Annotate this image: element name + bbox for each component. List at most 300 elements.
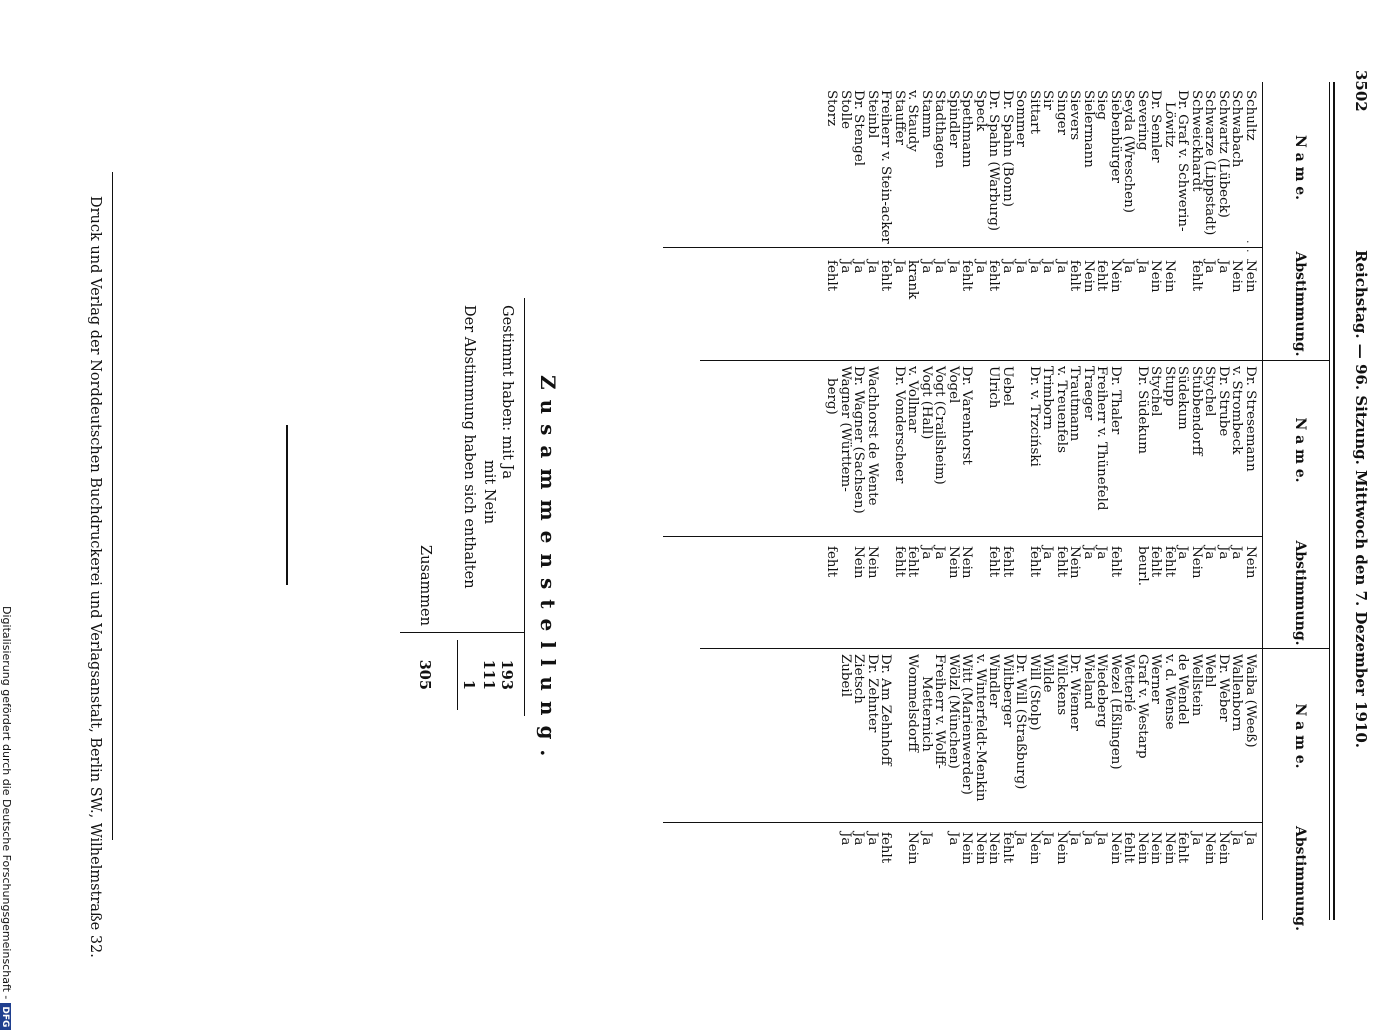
member-vote: Ja [1040, 832, 1056, 846]
member-vote: Nein [1229, 260, 1245, 293]
member-vote: fehlt [824, 260, 840, 292]
member-name: Wiedeberg [1094, 654, 1110, 728]
member-name: Stauffer [892, 90, 907, 146]
table-row [933, 90, 947, 350]
member-vote: fehlt [892, 546, 907, 578]
table-row [987, 654, 1001, 944]
table-row [1122, 90, 1136, 350]
member-vote: Ja [1243, 832, 1258, 846]
table-row [1055, 90, 1069, 350]
member-name: v. Vollmar [905, 366, 921, 433]
col2-vote-heading: Abstimmung. [1292, 540, 1308, 646]
member-vote: Nein [1108, 260, 1123, 293]
member-name: Dr. Graf v. Schwerin- [1175, 90, 1191, 232]
summary-title: Zusammenstellung. [536, 375, 560, 767]
member-vote: Nein [973, 832, 988, 865]
table-row [893, 366, 907, 641]
member-name: Dr. Weber [1216, 654, 1231, 722]
member-name: Freiherr v. Wolff- [932, 654, 948, 769]
member-name: Dr. Strube [1216, 366, 1231, 437]
member-name: v. Strombeck [1229, 366, 1245, 455]
table-row [1095, 654, 1109, 944]
member-name: Südekum [1175, 366, 1191, 430]
member-name: Sittart [1027, 90, 1042, 134]
table-row [1014, 654, 1028, 944]
member-name: Steinbl [865, 90, 880, 139]
member-vote: Nein [1135, 832, 1150, 865]
table-row [1217, 366, 1231, 641]
member-vote: fehlt [878, 260, 894, 292]
member-vote: Ja [1000, 260, 1015, 274]
member-name: Sielermann [1081, 90, 1096, 168]
member-name: Spethmann [959, 90, 975, 168]
member-name: Dr. Spahn (Bonn) [1000, 90, 1015, 208]
table-row [1055, 366, 1069, 641]
table-row [1109, 90, 1123, 350]
member-vote: Ja [919, 260, 934, 274]
member-name: Wagner (Württem- [838, 366, 853, 492]
member-vote: Ja [1040, 260, 1056, 274]
member-name: Wetterlé [1121, 654, 1137, 712]
table-row [1190, 654, 1204, 944]
table-row [866, 90, 880, 350]
member-vote: Ja [892, 260, 907, 274]
table-row [947, 90, 961, 350]
member-name: Wieland [1081, 654, 1096, 710]
table-row [1163, 366, 1177, 641]
table-row [1041, 366, 1055, 641]
member-name: Wilckens [1054, 654, 1069, 716]
table-row [1230, 366, 1244, 641]
table-row [1082, 90, 1096, 350]
table-row [852, 366, 866, 641]
member-vote: Nein [1243, 546, 1258, 579]
table-row [920, 90, 934, 350]
dfg-logo-icon: DFG [0, 1003, 11, 1030]
member-name: Schwabach [1229, 90, 1245, 168]
member-name: Ulrich [986, 366, 1002, 409]
member-vote: fehlt [1189, 260, 1204, 292]
member-name: Dr. Wiemer [1067, 654, 1083, 731]
member-name: Stamm [919, 90, 934, 138]
col1-name-heading: N a m e. [1292, 134, 1308, 201]
table-row [960, 90, 974, 350]
member-name: Dr. Semler [1148, 90, 1164, 163]
table-row [1068, 90, 1082, 350]
separator-rule [287, 425, 289, 585]
member-vote: fehlt [1162, 546, 1177, 578]
table-row [1041, 654, 1055, 944]
member-name: Vogt (Crailsheim) [932, 366, 948, 485]
table-row [1082, 654, 1096, 944]
member-vote: Ja [946, 832, 961, 846]
member-name: Wezel (Eßlingen) [1108, 654, 1123, 770]
member-vote: Ja [1121, 260, 1137, 274]
page-number: 3502 [1352, 70, 1370, 112]
member-vote: Nein [959, 546, 975, 579]
summary-line-yes: Gestimmt haben: mit Ja [499, 305, 515, 479]
member-vote: fehlt [1175, 832, 1191, 864]
member-vote: Ja [1081, 546, 1096, 560]
member-name: Dr. v. Trzciński [1027, 366, 1042, 467]
member-vote: Nein [946, 546, 961, 579]
member-vote: fehlt [1000, 832, 1015, 864]
member-name: Wellstein [1189, 654, 1204, 717]
summary-value-yes: 193 [498, 659, 515, 690]
member-name: Schultz [1243, 90, 1258, 141]
table-row [1095, 366, 1109, 641]
member-vote: Ja [1013, 832, 1029, 846]
table-row-spacer [974, 366, 988, 641]
member-vote: krank [905, 260, 921, 300]
table-row [866, 654, 880, 944]
member-name: Wallenborn [1229, 654, 1245, 732]
member-vote: Ja [865, 260, 880, 274]
member-name: Sir [1040, 90, 1056, 110]
col1-list [825, 90, 1257, 350]
col1-col2-divider [700, 360, 1330, 361]
member-vote: Ja [1094, 832, 1110, 846]
member-vote: Nein [959, 832, 975, 865]
member-vote: Ja [1202, 260, 1218, 274]
member-name: Dr. Vonderscheer [892, 366, 907, 484]
col2-list [825, 366, 1257, 641]
table-row [1244, 366, 1258, 641]
member-name: Dr. Stresemann [1243, 366, 1258, 472]
summary-line-no: mit Nein [481, 460, 497, 525]
member-name: Schwarze (Lippstadt) [1202, 90, 1218, 236]
table-row [1149, 90, 1163, 350]
dfg-notice [0, 606, 13, 1030]
member-vote: Ja [1027, 260, 1042, 274]
member-name: Dr. Zehnter [865, 654, 880, 733]
table-row [1136, 654, 1150, 944]
leader-dots: . . . [1244, 240, 1257, 263]
member-vote: Ja [1229, 546, 1245, 560]
table-row [825, 366, 839, 641]
table-row-spacer [879, 366, 893, 641]
member-vote: Nein [865, 546, 880, 579]
member-vote: Nein [986, 832, 1002, 865]
table-row [1109, 654, 1123, 944]
col1-vote-heading: Abstimmung. [1292, 251, 1308, 357]
member-name: Wommelsdorff [905, 654, 921, 752]
table-row-spacer [893, 654, 907, 944]
table-row [1217, 90, 1231, 350]
col3-name-heading: N a m e. [1292, 703, 1308, 769]
col2-name-heading: N a m e. [1292, 417, 1308, 483]
running-title: Reichstag. — 96. Sitzung. Mittwoch den 7. Dezember 1910. [1352, 250, 1370, 749]
member-vote: Ja [865, 832, 880, 846]
table-row [1230, 654, 1244, 944]
table-row [825, 90, 839, 350]
member-vote: Nein [1148, 832, 1164, 865]
member-name: Dr. Stengel [851, 90, 867, 167]
table-row [920, 654, 934, 944]
table-row [906, 90, 920, 350]
member-vote: Ja [1054, 260, 1069, 274]
header-bottom-rule [1262, 82, 1263, 920]
printer-imprint: Druck und Verlag der Norddeutschen Buchdruckerei und Verlagsanstalt, Berlin SW., Wilhelmstraße 32. [87, 196, 103, 958]
table-row [1001, 366, 1015, 641]
member-name: Storz [824, 90, 840, 127]
member-name: Sommer [1013, 90, 1029, 147]
member-name: Stychel [1202, 366, 1218, 417]
table-row [1122, 654, 1136, 944]
table-row [1109, 366, 1123, 641]
table-row [1176, 654, 1190, 944]
member-vote: Ja [919, 546, 934, 560]
member-vote: fehlt [1000, 546, 1015, 578]
member-vote: Ja [946, 260, 961, 274]
member-name: de Wendel [1175, 654, 1191, 725]
table-row [1001, 654, 1015, 944]
table-row [1163, 654, 1177, 944]
table-row [839, 366, 853, 641]
member-name: Löwitz [1162, 102, 1177, 148]
col2-col3-divider [700, 648, 1330, 649]
member-vote: beurl. [1135, 546, 1150, 587]
member-vote: Nein [1162, 832, 1177, 865]
summary-line-abstain: Der Abstimmung haben sich enthalten [461, 305, 477, 589]
member-name: Zubeil [838, 654, 853, 697]
member-name: Stolle [838, 90, 853, 130]
table-row [879, 654, 893, 944]
member-vote: fehlt [1067, 260, 1083, 292]
member-vote: fehlt [1121, 832, 1137, 864]
member-vote: Nein [851, 546, 867, 579]
member-name: Trimborn [1040, 366, 1056, 430]
member-name: Wölzl (München) [946, 654, 961, 769]
member-vote: Ja [1040, 546, 1056, 560]
member-name: Speck [973, 90, 988, 132]
member-vote: fehlt [905, 546, 921, 578]
member-name: Dr. Will (Straßburg) [1013, 654, 1029, 790]
member-name: Traeger [1081, 366, 1096, 421]
member-name: Stadthagen [932, 90, 948, 169]
member-vote: Ja [973, 260, 988, 274]
member-name: Wehl [1202, 654, 1218, 688]
member-vote: fehlt [824, 546, 840, 578]
member-name: Windler [986, 654, 1002, 708]
member-name: Graf v. Westarp [1135, 654, 1150, 759]
member-vote: Ja [1081, 832, 1096, 846]
table-row [1149, 366, 1163, 641]
member-vote: Ja [932, 260, 948, 274]
member-name: Vogt (Hall) [919, 366, 934, 440]
table-row [1068, 654, 1082, 944]
table-row [906, 654, 920, 944]
member-vote: Ja [851, 832, 867, 846]
member-vote: fehlt [986, 260, 1002, 292]
member-name: Siebenbürger [1108, 90, 1123, 183]
member-name: Dr. Südekum [1135, 366, 1150, 454]
table-row [1136, 90, 1150, 350]
member-name: v. d. Wense [1162, 654, 1177, 730]
table-row [974, 654, 988, 944]
member-name: Dr. Wagner (Sachsen) [851, 366, 867, 514]
table-top-rule [1334, 82, 1336, 920]
member-vote: Nein [1202, 832, 1218, 865]
member-vote: Ja [1229, 832, 1245, 846]
member-vote: Ja [1135, 260, 1150, 274]
member-vote: Ja [932, 546, 948, 560]
table-row [1203, 654, 1217, 944]
member-name: Stupp [1162, 366, 1177, 407]
member-vote: Ja [919, 832, 934, 846]
member-vote: fehlt [1108, 546, 1123, 578]
member-vote: Ja [1216, 546, 1231, 560]
member-name: Werner [1148, 654, 1164, 704]
member-vote: Ja [838, 832, 853, 846]
member-name: v. Treuenfels [1054, 366, 1069, 453]
table-row [852, 654, 866, 944]
member-name: Stychel [1148, 366, 1164, 417]
table-row-spacer [1014, 366, 1028, 641]
member-name: Wilde [1040, 654, 1056, 693]
member-name: Trautmann [1067, 366, 1083, 442]
member-vote: Nein [1108, 832, 1123, 865]
table-row [1028, 654, 1042, 944]
table-row [960, 366, 974, 641]
member-name: Wachhorst de Wente [865, 366, 880, 506]
member-name: Stubbendorff [1189, 366, 1204, 456]
table-row [1176, 90, 1190, 350]
table-row [920, 366, 934, 641]
table-row [960, 654, 974, 944]
table-row [947, 654, 961, 944]
table-row [1230, 90, 1244, 350]
table-row [1203, 90, 1217, 350]
member-name: v. Winterfeldt-Menkin [973, 654, 988, 802]
member-vote: Ja [838, 260, 853, 274]
table-row [852, 90, 866, 350]
summary-value-divider [400, 632, 525, 633]
member-vote: Nein [1216, 832, 1231, 865]
member-vote: Ja [851, 260, 867, 274]
table-row [1149, 654, 1163, 944]
table-row [866, 366, 880, 641]
member-vote: Nein [1067, 546, 1083, 579]
member-name: Singer [1054, 90, 1069, 135]
table-row [1176, 366, 1190, 641]
member-vote: Nein [1027, 832, 1042, 865]
table-row [1163, 90, 1177, 350]
member-vote: Ja [1094, 546, 1110, 560]
table-row [893, 90, 907, 350]
summary-total-label: Zusammen [417, 545, 433, 626]
member-name: Dr. Thaler [1108, 366, 1123, 435]
member-name: Waiba (Weeß) [1243, 654, 1258, 748]
table-row [987, 90, 1001, 350]
member-name: Metternich [919, 676, 934, 752]
member-name: Dr. Am Zehnhoff [878, 654, 894, 766]
table-row [933, 366, 947, 641]
member-name: Freiherr v. Thünefeld [1094, 366, 1110, 511]
member-name: Witt (Marienwerder) [959, 654, 975, 795]
table-row [1082, 366, 1096, 641]
member-name: Wiltberger [1000, 654, 1015, 728]
member-vote: fehlt [1148, 546, 1164, 578]
member-name: Dr. Spahn (Warburg) [986, 90, 1002, 232]
member-vote: Ja [1175, 546, 1191, 560]
table-row [1068, 366, 1082, 641]
member-name: Schwartz (Lübeck) [1216, 90, 1231, 218]
member-vote: Ja [1202, 546, 1218, 560]
member-vote: fehlt [959, 260, 975, 292]
member-name: berg) [824, 378, 840, 415]
member-vote: Nein [1189, 546, 1204, 579]
member-vote: Ja [1216, 260, 1231, 274]
table-row [933, 654, 947, 944]
member-vote: Ja [1067, 832, 1083, 846]
member-name: Sievers [1067, 90, 1083, 141]
member-name: Seyda (Wreschen) [1121, 90, 1137, 213]
member-name: Vogel [946, 366, 961, 404]
table-row [1244, 90, 1258, 350]
summary-value-no: 111 [480, 659, 497, 690]
member-vote: Ja [1013, 260, 1029, 274]
table-row [1190, 90, 1204, 350]
member-vote: Nein [905, 832, 921, 865]
member-vote: fehlt [878, 832, 894, 864]
table-row [947, 366, 961, 641]
col3-list [839, 654, 1258, 944]
member-name: Zietsch [851, 654, 867, 704]
summary-top-rule [524, 298, 525, 716]
table-row [839, 90, 853, 350]
member-vote: fehlt [1054, 546, 1069, 578]
member-name: v. Staudy [905, 90, 921, 152]
table-top-rule-2 [1329, 82, 1330, 920]
table-row [1203, 366, 1217, 641]
member-vote: Nein [1243, 260, 1258, 293]
col3-vote-heading: Abstimmung. [1292, 826, 1308, 931]
member-name: Spindler [946, 90, 961, 148]
table-row [1001, 90, 1015, 350]
member-vote: Nein [1054, 832, 1069, 865]
table-row [1217, 654, 1231, 944]
member-vote: fehlt [1094, 260, 1110, 292]
member-vote: fehlt [986, 546, 1002, 578]
table-row [1041, 90, 1055, 350]
member-name: Will (Stolp) [1027, 654, 1042, 731]
member-name: Dr. Varenhorst [959, 366, 975, 465]
member-name: Freiherr v. Stein-acker [878, 90, 894, 244]
table-row [1055, 654, 1069, 944]
table-row [987, 366, 1001, 641]
table-row [1136, 366, 1150, 641]
table-row [906, 366, 920, 641]
footer-rule [112, 172, 113, 840]
member-vote: Ja [1189, 832, 1204, 846]
table-row [974, 90, 988, 350]
member-name: Uebel [1000, 366, 1015, 406]
member-name: Sieg [1094, 90, 1110, 120]
member-vote: Nein [1148, 260, 1164, 293]
summary-total-value: 305 [416, 659, 433, 690]
table-row [839, 654, 853, 944]
table-row [1190, 366, 1204, 641]
table-row [1095, 90, 1109, 350]
member-vote: fehlt [1027, 546, 1042, 578]
dfg-notice-text: Digitalisierung gefördert durch die Deutsche Forschungsgemeinschaft - [0, 606, 13, 1000]
member-vote: Nein [1081, 260, 1096, 293]
member-vote: Nein [1162, 260, 1177, 293]
summary-value-abstain: 1 [460, 679, 477, 690]
member-name: Severing [1135, 90, 1150, 151]
table-row [1028, 90, 1042, 350]
